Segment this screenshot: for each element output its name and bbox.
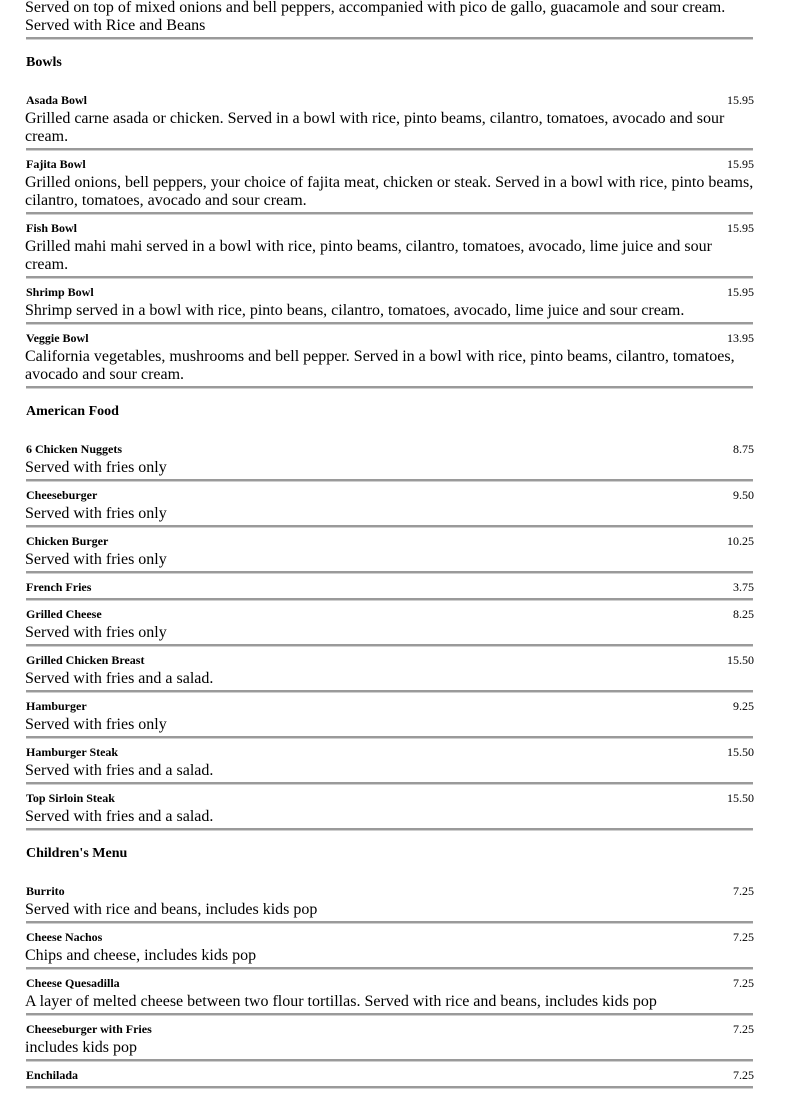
item-price: 13.95 (727, 331, 754, 345)
item-price: 9.25 (733, 699, 754, 713)
divider (26, 1059, 753, 1062)
item-description: Grilled onions, bell peppers, your choice of fajita meat, chicken or steak. Served in a bowl with rice, pinto beams, cilantro, tomatoes, avocado and sour cream. (25, 174, 754, 209)
item-name: Shrimp Bowl (26, 285, 94, 299)
divider (26, 921, 753, 924)
item-price: 15.95 (727, 285, 754, 299)
item-name: French Fries (26, 580, 92, 594)
item-description: A layer of melted cheese between two flour tortillas. Served with rice and beans, includes kids pop (25, 993, 657, 1010)
item-description: Shrimp served in a bowl with rice, pinto beans, cilantro, tomatoes, avocado, lime juice and sour cream. (25, 302, 685, 319)
divider (26, 322, 753, 325)
item-description: Served with fries only (25, 459, 167, 476)
divider (26, 148, 753, 151)
section-title: Children's Menu (26, 846, 128, 861)
menu-item (24, 580, 755, 601)
item-price: 3.75 (733, 580, 754, 594)
item-name: 6 Chicken Nuggets (26, 442, 123, 456)
item-name: Cheeseburger (26, 488, 98, 502)
item-description: includes kids pop (25, 1039, 137, 1056)
item-name: Chicken Burger (26, 534, 109, 548)
item-name: Hamburger Steak (26, 745, 119, 759)
item-description: Served with fries and a salad. (25, 808, 214, 825)
item-description: Served with rice and beans, includes kids pop (25, 901, 318, 918)
menu-section (24, 837, 755, 1089)
item-name: Cheeseburger with Fries (26, 1022, 152, 1036)
divider (26, 212, 753, 215)
item-description: Served with fries and a salad. (25, 670, 214, 687)
item-price: 15.95 (727, 157, 754, 171)
menu-section (24, 46, 755, 389)
item-description: Served with fries only (25, 624, 167, 641)
menu-item (24, 976, 755, 1016)
menu-item-top (24, 0, 755, 40)
menu-sections (24, 46, 755, 1089)
item-name: Top Sirloin Steak (26, 791, 115, 805)
item-name: Burrito (26, 884, 65, 898)
item-price: 7.25 (733, 930, 754, 944)
menu-item (24, 884, 755, 924)
divider (26, 276, 753, 279)
divider (26, 828, 753, 831)
item-price: 15.50 (727, 653, 754, 667)
divider (26, 386, 753, 389)
item-name: Asada Bowl (26, 93, 88, 107)
item-price: 8.75 (733, 442, 754, 456)
item-price: 8.25 (733, 607, 754, 621)
menu-item (24, 221, 755, 279)
divider (26, 690, 753, 693)
divider (26, 1013, 753, 1016)
item-description: Served with fries only (25, 716, 167, 733)
item-description: Served on top of mixed onions and bell peppers, accompanied with pico de gallo, guacamole and sour cream. Served with Rice and Beans (25, 0, 726, 34)
section-title: American Food (26, 404, 119, 419)
item-description: Grilled mahi mahi served in a bowl with rice, pinto beams, cilantro, tomatoes, avocado, lime juice and sour cream. (25, 238, 712, 273)
section-title: Bowls (26, 55, 62, 70)
menu-item (24, 745, 755, 785)
menu-item (24, 534, 755, 574)
menu-item (24, 607, 755, 647)
menu-item (24, 791, 755, 831)
item-description: Served with fries and a salad. (25, 762, 214, 779)
divider (26, 644, 753, 647)
menu-item (24, 488, 755, 528)
menu-item (24, 442, 755, 482)
item-price: 7.25 (733, 1068, 754, 1082)
menu-item (24, 699, 755, 739)
item-name: Cheese Nachos (26, 930, 103, 944)
divider (26, 525, 753, 528)
item-price: 7.25 (733, 1022, 754, 1036)
item-price: 9.50 (733, 488, 754, 502)
menu-item (24, 157, 755, 215)
menu-list (24, 0, 755, 1095)
menu-item (24, 930, 755, 970)
divider (26, 598, 753, 601)
item-name: Enchilada (26, 1068, 79, 1082)
menu-item (24, 331, 755, 389)
menu-item (24, 653, 755, 693)
item-price: 15.95 (727, 93, 754, 107)
item-name: Grilled Cheese (26, 607, 102, 621)
divider (26, 967, 753, 970)
item-description: Grilled carne asada or chicken. Served in a bowl with rice, pinto beams, cilantro, tomatoes, avocado and sour cream. (25, 110, 725, 145)
divider (26, 782, 753, 785)
item-price: 10.25 (727, 534, 754, 548)
divider (26, 571, 753, 574)
item-name: Hamburger (26, 699, 87, 713)
divider (26, 37, 753, 40)
item-description: California vegetables, mushrooms and bell pepper. Served in a bowl with rice, pinto beams, cilantro, tomatoes, avocado and sour cream. (25, 348, 735, 383)
item-name: Fish Bowl (26, 221, 78, 235)
item-name: Cheese Quesadilla (26, 976, 120, 990)
item-price: 7.25 (733, 884, 754, 898)
menu-item (24, 285, 755, 325)
item-price: 15.95 (727, 221, 754, 235)
menu-section (24, 395, 755, 831)
item-name: Veggie Bowl (26, 331, 89, 345)
menu-item (24, 1068, 755, 1089)
menu-item (24, 1022, 755, 1062)
item-price: 15.50 (727, 791, 754, 805)
item-name: Grilled Chicken Breast (26, 653, 145, 667)
item-description: Served with fries only (25, 551, 167, 568)
item-name: Fajita Bowl (26, 157, 86, 171)
menu-item (24, 93, 755, 151)
divider (26, 736, 753, 739)
item-description: Chips and cheese, includes kids pop (25, 947, 257, 964)
divider (26, 479, 753, 482)
item-description: Served with fries only (25, 505, 167, 522)
item-price: 7.25 (733, 976, 754, 990)
item-price: 15.50 (727, 745, 754, 759)
